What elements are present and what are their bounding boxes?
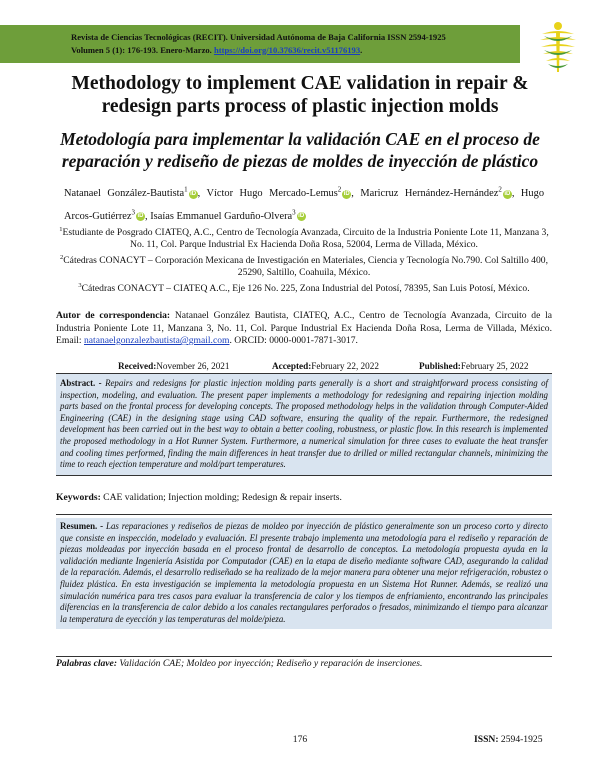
resumen-box <box>56 518 552 629</box>
resumen-label: Resumen. - <box>60 521 104 531</box>
abstract-box <box>56 373 552 476</box>
author: Maricruz Hernández-Hernández$^2$ iD , <box>360 186 521 200</box>
orcid-icon[interactable]: iD <box>343 190 350 197</box>
author: Natanael González-Bautista$^1$ iD , <box>64 186 207 200</box>
affiliation: $^3$Cátedras CONACYT – CIATEQ A.C., Eje 126 No. 225, Zona Industrial del Potosí, 78395, San Luis Potosí, México. <box>78 282 530 295</box>
keywords-label: Keywords: <box>56 492 101 503</box>
abstract-text: Repairs and redesigns for plastic injection molding parts generally is a short and straightforward process consisting of inspection, modeling, and evaluation. The present paper implements a methodology for redesigning and repairing injection molding parts based on the frontal process for developing concepts. The proposed methodology helps in the validation through Computer-Aided Engineering (CAE) in the designing stage using CAD software, ensuring the quality of the repair. Furthermore, the redesigned development has been carried out in the best way to obtain a better cooling, robustness, or plastic flow. In this research is implemented the proposed methodology in a Hot Runner System. Furthermore, a numerical simulation for three cases to evaluate the heat transfer and cooling times performed, finding the main differences in heat transfer due to drilled or milled rectangular channels, minimizing the time to reach ejection temperature and mold/part temperatures. <box>60 378 548 470</box>
journal-logo-icon <box>536 20 580 74</box>
doi-link[interactable]: https://doi.org/10.37636/recit.v51176193 <box>213 44 361 55</box>
journal-line2 <box>71 44 511 57</box>
orcid-icon[interactable]: iD <box>504 190 511 197</box>
author: Isaías Emmanuel Garduño-Olvera$^3$ iD <box>150 208 305 222</box>
orcid-icon[interactable]: iD <box>298 213 305 220</box>
orcid-icon[interactable]: iD <box>137 213 144 220</box>
accepted-date: Accepted: February 22, 2022 <box>272 361 379 371</box>
corresponding-author: Autor de correspondencia: Natanael González Bautista, CIATEQ, A.C., Centro de Tecnología Avanzada, Circuito de la Industria Poniente Lote 11, Manzana 3, No. 11, Col. Parque Industrial Ex Hacienda Doña Rosa, Lerma de Villada, México. Email: natanaelgonzalezbautista@gmail.com. ORCID: 0000-0001-7871-3017. <box>56 310 552 346</box>
email-link[interactable]: natanaelgonzalezbautista@gmail.com <box>83 335 230 346</box>
paper-subtitle: Metodología para implementar la validación CAE en el proceso de reparación y rediseño de piezas de moldes de inyección de plástico <box>60 129 540 171</box>
journal-volume: Volumen 5 (1): 176-193. Enero-Marzo. <box>71 44 212 55</box>
page-number: 176 <box>292 734 308 745</box>
affiliation: $^1$Estudiante de Posgrado CIATEQ, A.C., Centro de Tecnología Avanzada, Circuito de la Industria Poniente Lote 11, Manzana 3, No. 11, Col. Parque Industrial Ex Hacienda Doña Rosa, 52004, Lerma de Villada, México. <box>59 226 549 251</box>
corresponding-label: Autor de correspondencia: <box>56 310 171 321</box>
footer-issn: ISSN: 2594-1925 <box>474 734 543 745</box>
published-date: Published: February 25, 2022 <box>419 361 529 371</box>
resumen-text: Las reparaciones y rediseños de piezas de moldeo por inyección de plástico generalmente son un proceso corto y directo que consiste en inspección, modelado y evaluación. El presente trabajo implementa una metodología para el rediseño y reparación de piezas moldeadas por inyección basada en el proceso frontal de desarrollo de conceptos. La metodología propuesta ayuda en la validación mediante Ingeniería Asistida por Computador (CAE) en la etapa de diseño mediante software CAD, asegurando la calidad de la reparación. Además, el desarrollo rediseñado se ha realizado de la mejor manera para obtener una mejor refrigeración, robustez o fluidez plástica. En esta investigación se implementa la metodología propuesta en un Sistema Hot Runner. Además, se realizó una simulación numérica para tres casos para evaluar la transferencia de calor y los tiempos de enfriamiento, encontrando las principales diferencias en la transferencia de calor debido a los canales rectangulares perforados o fresados, minimizando el tiempo para alcanzar la temperatura de eyección y las temperaturas del molde/pieza. <box>60 521 548 624</box>
divider <box>56 656 552 657</box>
doi-suffix: . <box>360 44 363 55</box>
palabras-clave: Palabras clave: Validación CAE; Moldeo por inyección; Rediseño y reparación de inserciones. <box>56 658 423 669</box>
palabras-label: Palabras clave: <box>56 658 118 669</box>
orcid-icon[interactable]: iD <box>190 190 197 197</box>
author: Hugo Arcos-Gutiérrez$^3$ iD , <box>64 188 545 222</box>
paper-title: Methodology to implement CAE validation in repair & redesign parts process of plastic injection molds <box>71 73 529 117</box>
divider <box>56 514 552 515</box>
author-list <box>64 181 544 226</box>
author: Víctor Hugo Mercado-Lemus$^2$ iD , <box>206 186 361 200</box>
affiliation: $^2$Cátedras CONACYT – Corporación Mexicana de Investigación en Materiales, Ciencia y Tecnología No.790. Col Saltillo 400, 25290, Saltillo, Coahuila, México. <box>60 254 548 279</box>
abstract-label: Abstract. - <box>60 378 102 388</box>
journal-line1: Revista de Ciencias Tecnológicas (RECIT). Universidad Autónoma de Baja California ISSN 2594-1925 <box>71 32 446 42</box>
journal-info <box>71 31 511 56</box>
keywords: Keywords: CAE validation; Injection molding; Redesign & repair inserts. <box>56 492 342 503</box>
received-date: Received: November 26, 2021 <box>118 361 230 371</box>
affiliations <box>56 224 552 297</box>
